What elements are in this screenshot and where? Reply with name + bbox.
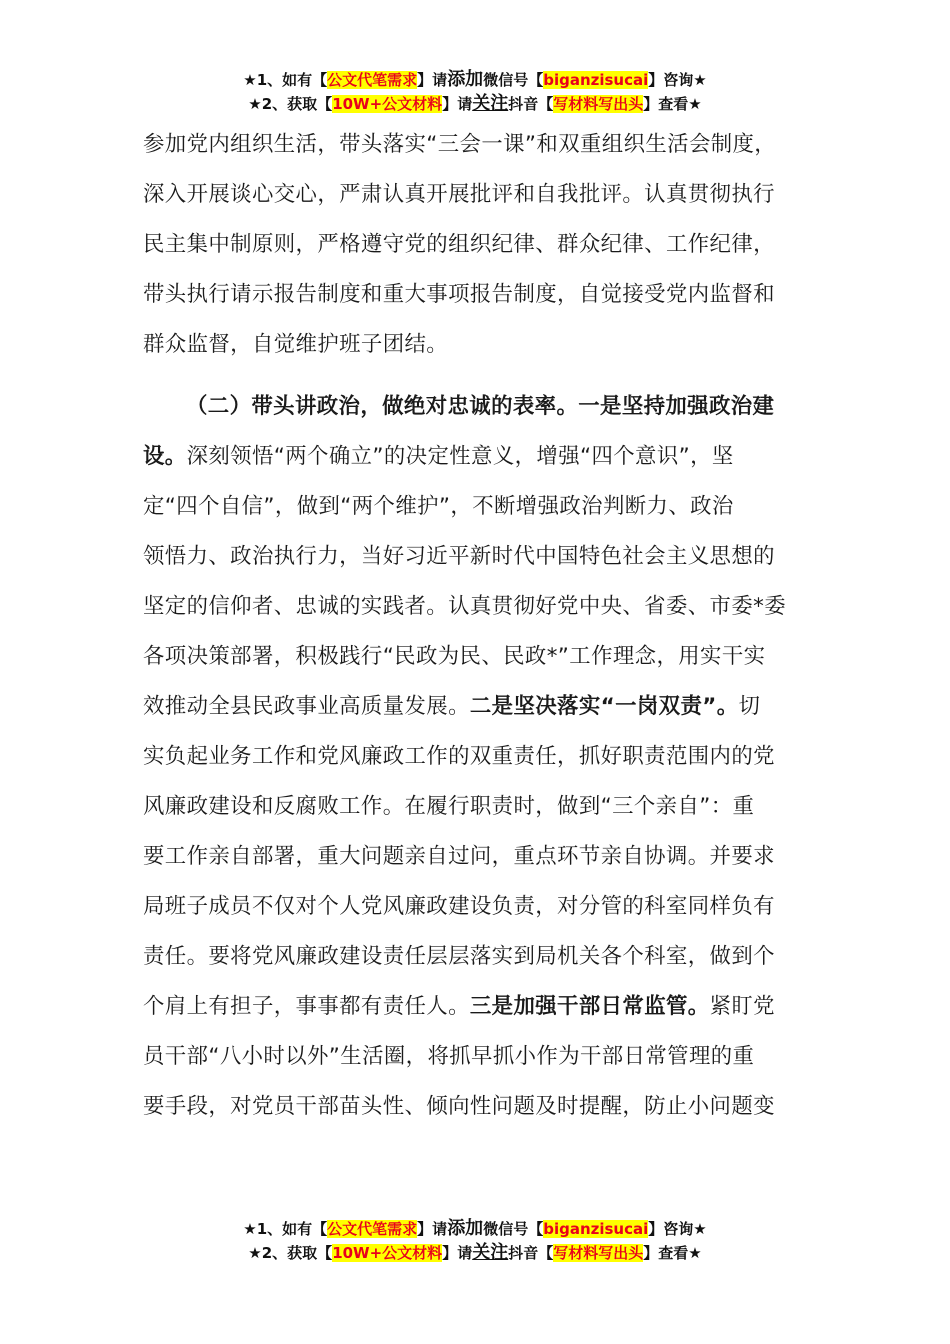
text-line: 要工作亲自部署，重大问题亲自过问，重点环节亲自协调。并要求 — [143, 844, 775, 869]
text-line: 要手段，对党员干部苗头性、倾向性问题及时提醒，防止小问题变 — [143, 1094, 775, 1119]
promo-emphasis: 添加 — [447, 1218, 484, 1239]
document-body — [143, 120, 811, 1132]
promo-text: 微信号【 — [483, 71, 544, 89]
paragraph-1 — [143, 120, 811, 370]
promo-line-1 — [0, 68, 950, 92]
text-line: 实负起业务工作和党风廉政工作的双重责任，抓好职责范围内的党 — [143, 744, 775, 769]
text-line: 定“四个自信”，做到“两个维护”，不断增强政治判断力、政治 — [143, 494, 734, 519]
highlight-wechat-id: biganzisucai — [543, 71, 649, 89]
text-line — [143, 682, 811, 732]
text: 深刻领悟“两个确立”的决定性意义，增强“四个意识”，坚 — [186, 444, 734, 469]
paragraph-2 — [143, 382, 811, 1132]
promo-text: ★2、获取【 — [248, 95, 333, 113]
promo-line-1 — [0, 1217, 950, 1241]
highlight-douyin-account: 写材料写出头 — [553, 95, 644, 113]
text-line — [143, 982, 811, 1032]
promo-text: ★1、如有【 — [243, 1220, 328, 1238]
promo-text: 】请 — [442, 95, 473, 113]
text-line: 带头执行请示报告制度和重大事项报告制度，自觉接受党内监督和 — [143, 282, 775, 307]
text-line: 群众监督，自觉维护班子团结。 — [143, 332, 449, 357]
bold-text: 设。 — [143, 444, 187, 469]
promo-text: 】查看★ — [643, 95, 702, 113]
promo-text: 】请 — [417, 71, 448, 89]
text: 紧盯党 — [709, 994, 775, 1019]
bold-text: 二是坚决落实“一岗双责”。 — [469, 694, 739, 719]
promo-banner-bottom — [0, 1217, 950, 1265]
highlight-materials: 10W+公文材料 — [332, 95, 443, 113]
promo-text: 微信号【 — [483, 1220, 544, 1238]
text-line: 民主集中制原则，严格遵守党的组织纪律、群众纪律、工作纪律， — [143, 232, 775, 257]
text: 个肩上有担子，事事都有责任人。 — [143, 994, 470, 1019]
highlight-service: 公文代笔需求 — [327, 1220, 418, 1238]
text-line: 风廉政建设和反腐败工作。在履行职责时，做到“三个亲自”：重 — [143, 794, 755, 819]
promo-emphasis: 关注 — [472, 1242, 509, 1263]
promo-emphasis: 添加 — [447, 69, 484, 90]
bold-text: 三是加强干部日常监管。 — [469, 994, 710, 1019]
highlight-service: 公文代笔需求 — [327, 71, 418, 89]
promo-emphasis: 关注 — [472, 93, 509, 114]
text-line: 员干部“八小时以外”生活圈，将抓早抓小作为干部日常管理的重 — [143, 1044, 755, 1069]
text-line: 深入开展谈心交心，严肃认真开展批评和自我批评。认真贯彻执行 — [143, 182, 775, 207]
promo-text: 】咨询★ — [648, 1220, 707, 1238]
text-line: 领悟力、政治执行力，当好习近平新时代中国特色社会主义思想的 — [143, 544, 775, 569]
promo-text: 抖音【 — [508, 1244, 554, 1262]
text-line: 各项决策部署，积极践行“民政为民、民政*”工作理念，用实干实 — [143, 644, 766, 669]
promo-text: 】请 — [417, 1220, 448, 1238]
highlight-materials: 10W+公文材料 — [332, 1244, 443, 1262]
highlight-wechat-id: biganzisucai — [543, 1220, 649, 1238]
promo-line-2 — [0, 1241, 950, 1265]
promo-text: 】请 — [442, 1244, 473, 1262]
text: 效推动全县民政事业高质量发展。 — [143, 694, 470, 719]
promo-text: 】咨询★ — [648, 71, 707, 89]
section-heading: （二）带头讲政治，做绝对忠诚的表率。一是坚持加强政治建 — [186, 394, 775, 419]
promo-text: ★2、获取【 — [248, 1244, 333, 1262]
text: 切 — [738, 694, 761, 719]
promo-line-2 — [0, 92, 950, 116]
text-line: 责任。要将党风廉政建设责任层层落实到局机关各个科室，做到个 — [143, 944, 775, 969]
promo-text: 】查看★ — [643, 1244, 702, 1262]
text-line: 坚定的信仰者、忠诚的实践者。认真贯彻好党中央、省委、市委*委 — [143, 594, 787, 619]
promo-text: ★1、如有【 — [243, 71, 328, 89]
text-line: 参加党内组织生活，带头落实“三会一课”和双重组织生活会制度， — [143, 132, 777, 157]
promo-banner-top — [0, 68, 950, 116]
text-line — [143, 382, 811, 432]
highlight-douyin-account: 写材料写出头 — [553, 1244, 644, 1262]
text-line: 局班子成员不仅对个人党风廉政建设负责，对分管的科室同样负有 — [143, 894, 775, 919]
promo-text: 抖音【 — [508, 95, 554, 113]
text-line — [143, 432, 811, 482]
